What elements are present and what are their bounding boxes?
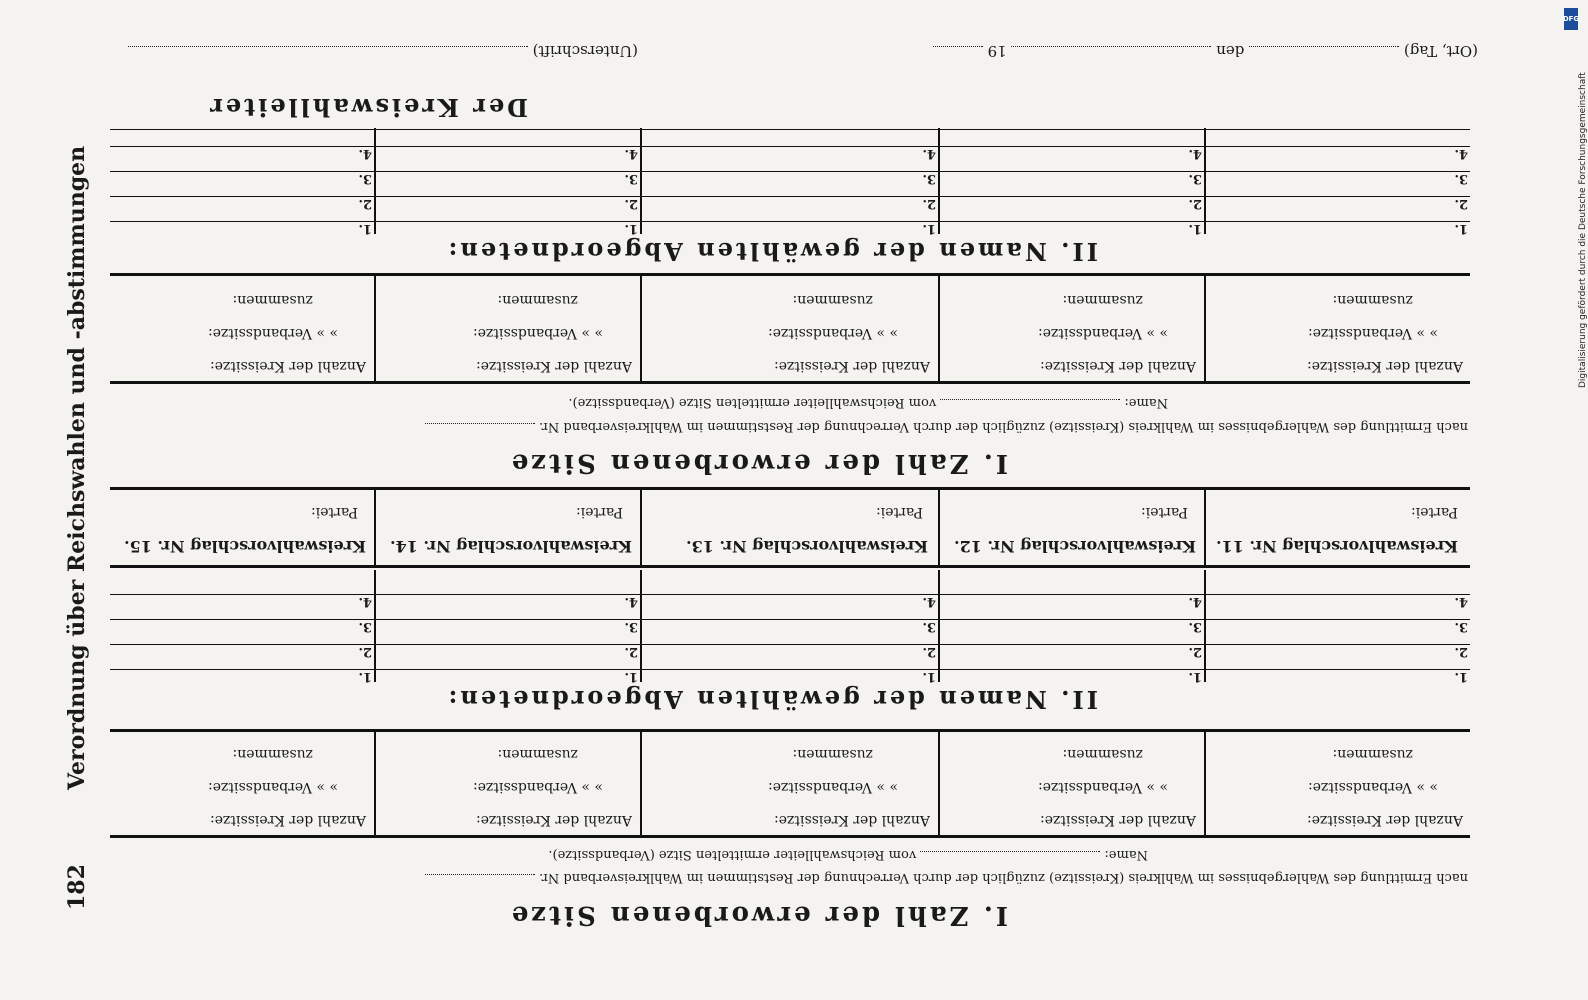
rule	[110, 729, 1470, 732]
page-number: 182	[64, 864, 90, 910]
dfg-logo-text: DFG	[1562, 15, 1580, 23]
rule	[1204, 730, 1206, 838]
rule	[110, 644, 1470, 645]
num-2: 2.	[1188, 644, 1202, 659]
rule	[110, 619, 1470, 620]
num-4: 4.	[922, 146, 936, 161]
rule	[640, 276, 642, 384]
rule	[640, 570, 642, 682]
num-3: 3.	[1454, 619, 1468, 634]
num-2: 2.	[358, 644, 372, 659]
kreissitze-label: Anzahl der Kreissitze:	[210, 358, 366, 374]
num-3: 3.	[1454, 171, 1468, 186]
num-1: 1.	[1188, 221, 1202, 236]
heading-namen-b: II. Namen der gewählten Abgeordneten:	[445, 685, 1098, 714]
kreissitze-label: Anzahl der Kreissitze:	[1040, 812, 1196, 828]
partei-label: Partei:	[876, 504, 923, 520]
rule	[374, 488, 376, 568]
rule	[1204, 488, 1206, 568]
num-1: 1.	[922, 669, 936, 684]
zusammen-label: zusammen:	[1332, 292, 1413, 308]
year-label: 19	[987, 42, 1007, 60]
zusammen-label: zusammen:	[792, 746, 873, 762]
verbandssitze-label: » » Verbandssitze:	[1308, 779, 1438, 795]
name-suffix-a: vom Reichswahlleiter ermittelten Sitze (Verbandssitze).	[568, 395, 937, 410]
num-2: 2.	[624, 644, 638, 659]
rule	[938, 276, 940, 384]
kreissitze-label: Anzahl der Kreissitze:	[774, 812, 930, 828]
rule	[640, 488, 642, 568]
rule	[374, 276, 376, 384]
signature-line	[128, 42, 638, 60]
zusammen-label: zusammen:	[232, 746, 313, 762]
rule	[640, 730, 642, 838]
partei-label: Partei:	[311, 504, 358, 520]
num-4: 4.	[922, 594, 936, 609]
rule	[640, 128, 642, 234]
zusammen-label: zusammen:	[497, 746, 578, 762]
num-2: 2.	[1188, 196, 1202, 211]
num-1: 1.	[1454, 669, 1468, 684]
num-1: 1.	[624, 669, 638, 684]
kreissitze-label: Anzahl der Kreissitze:	[1307, 358, 1463, 374]
num-3: 3.	[922, 619, 936, 634]
verbandssitze-label: » » Verbandssitze:	[208, 779, 338, 795]
proposal-label: Kreiswahlvorschlag Nr. 12.	[954, 537, 1196, 556]
rule	[110, 835, 1470, 838]
heading-zahl-sitze-b: I. Zahl der erworbenen Sitze	[508, 900, 1008, 930]
den-label: den	[1216, 42, 1245, 60]
rule	[1204, 570, 1206, 682]
num-3: 3.	[624, 171, 638, 186]
verbandssitze-label: » » Verbandssitze:	[768, 325, 898, 341]
verbandssitze-label: » » Verbandssitze:	[1308, 325, 1438, 341]
zusammen-label: zusammen:	[1062, 746, 1143, 762]
rule	[938, 488, 940, 568]
rule	[110, 594, 1470, 595]
rule	[110, 381, 1470, 384]
unterschrift-label: (Unterschrift)	[532, 42, 638, 60]
rule	[110, 221, 1470, 222]
intro-text-a-label: nach Ermittlung des Wahlergebnisses im Wahlkreis (Kreissitze) zuzüglich der durch Verrechnung der Reststimmen im Wahlkreisverband Nr.	[538, 419, 1468, 434]
kreissitze-label: Anzahl der Kreissitze:	[476, 812, 632, 828]
num-1: 1.	[358, 669, 372, 684]
rule	[1204, 276, 1206, 384]
zusammen-label: zusammen:	[497, 292, 578, 308]
zusammen-label: zusammen:	[232, 292, 313, 308]
rule	[938, 730, 940, 838]
num-2: 2.	[358, 196, 372, 211]
num-3: 3.	[624, 619, 638, 634]
zusammen-label: zusammen:	[1062, 292, 1143, 308]
num-4: 4.	[358, 146, 372, 161]
place-label: (Ort, Tag)	[1403, 42, 1478, 60]
rule	[374, 570, 376, 682]
rule	[1204, 128, 1206, 234]
verbandssitze-label: » » Verbandssitze:	[208, 325, 338, 341]
verbandssitze-label: » » Verbandssitze:	[473, 325, 603, 341]
rule	[374, 730, 376, 838]
num-1: 1.	[358, 221, 372, 236]
name-label-b: Name:	[1104, 847, 1148, 862]
proposal-label: Kreiswahlvorschlag Nr. 14.	[390, 537, 632, 556]
zusammen-label: zusammen:	[792, 292, 873, 308]
num-2: 2.	[1454, 644, 1468, 659]
rule	[110, 196, 1470, 197]
rule	[110, 565, 1470, 568]
intro-text-b	[425, 870, 1468, 885]
rule	[938, 128, 940, 234]
kreissitze-label: Anzahl der Kreissitze:	[1307, 812, 1463, 828]
num-1: 1.	[1454, 221, 1468, 236]
num-4: 4.	[1454, 146, 1468, 161]
num-4: 4.	[624, 146, 638, 161]
kreissitze-label: Anzahl der Kreissitze:	[210, 812, 366, 828]
kreissitze-label: Anzahl der Kreissitze:	[476, 358, 632, 374]
num-3: 3.	[358, 171, 372, 186]
num-3: 3.	[1188, 619, 1202, 634]
rule	[374, 128, 376, 234]
rule	[110, 669, 1470, 670]
name-suffix-b: vom Reichswahlleiter ermittelten Sitze (Verbandssitze).	[548, 847, 917, 862]
num-4: 4.	[1188, 594, 1202, 609]
place-date-line	[933, 42, 1478, 60]
num-3: 3.	[922, 171, 936, 186]
name-line-b	[548, 847, 1148, 862]
num-2: 2.	[922, 644, 936, 659]
num-1: 1.	[922, 221, 936, 236]
proposal-label: Kreiswahlvorschlag Nr. 11.	[1216, 537, 1458, 556]
verbandssitze-label: » » Verbandssitze:	[1038, 779, 1168, 795]
partei-label: Partei:	[576, 504, 623, 520]
kreiswahlleiter-title: Der Kreiswahlleiter	[207, 93, 528, 122]
partei-label: Partei:	[1141, 504, 1188, 520]
num-1: 1.	[1188, 669, 1202, 684]
num-2: 2.	[624, 196, 638, 211]
partei-label: Partei:	[1411, 504, 1458, 520]
heading-zahl-sitze-a: I. Zahl der erworbenen Sitze	[508, 448, 1008, 478]
num-4: 4.	[358, 594, 372, 609]
zusammen-label: zusammen:	[1332, 746, 1413, 762]
rule	[110, 487, 1470, 490]
num-3: 3.	[1188, 171, 1202, 186]
num-4: 4.	[1454, 594, 1468, 609]
num-1: 1.	[624, 221, 638, 236]
kreissitze-label: Anzahl der Kreissitze:	[1040, 358, 1196, 374]
intro-text-b-label: nach Ermittlung des Wahlergebnisses im Wahlkreis (Kreissitze) zuzüglich der durch Verrechnung der Reststimmen im Wahlkreisverband Nr.	[538, 870, 1468, 885]
rule	[110, 273, 1470, 276]
name-line-a	[568, 395, 1168, 410]
kreissitze-label: Anzahl der Kreissitze:	[774, 358, 930, 374]
num-2: 2.	[1454, 196, 1468, 211]
rule	[110, 129, 1470, 130]
digitization-note: Digitalisierung gefördert durch die Deutsche Forschungsgemeinschaft	[1578, 72, 1588, 388]
rule	[938, 570, 940, 682]
rule	[110, 146, 1470, 147]
proposal-label: Kreiswahlvorschlag Nr. 13.	[686, 537, 928, 556]
proposal-label: Kreiswahlvorschlag Nr. 15.	[124, 537, 366, 556]
verbandssitze-label: » » Verbandssitze:	[1038, 325, 1168, 341]
num-2: 2.	[922, 196, 936, 211]
rule	[110, 171, 1470, 172]
num-3: 3.	[358, 619, 372, 634]
intro-text-a	[425, 419, 1468, 434]
num-4: 4.	[624, 594, 638, 609]
num-4: 4.	[1188, 146, 1202, 161]
running-header: Verordnung über Reichswahlen und -abstimmungen	[64, 145, 90, 790]
heading-namen-a: II. Namen der gewählten Abgeordneten:	[445, 237, 1098, 266]
verbandssitze-label: » » Verbandssitze:	[473, 779, 603, 795]
name-label-a: Name:	[1124, 395, 1168, 410]
verbandssitze-label: » » Verbandssitze:	[768, 779, 898, 795]
